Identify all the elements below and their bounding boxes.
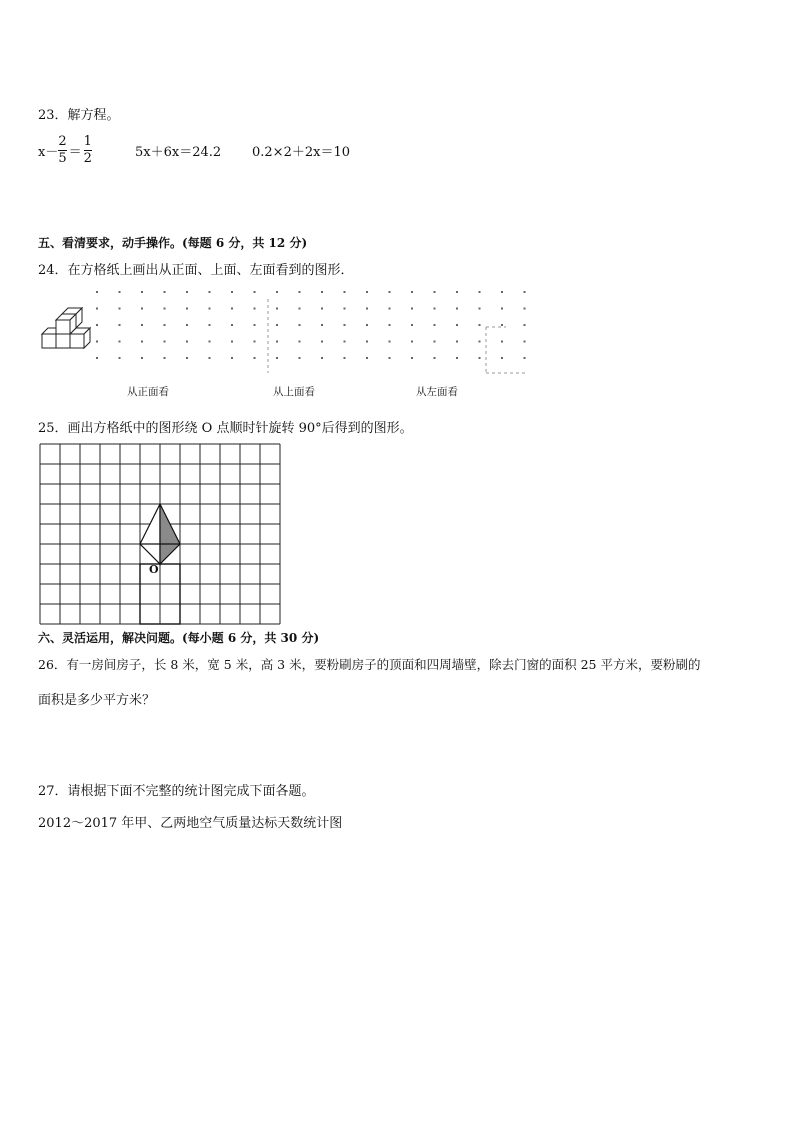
q24-label-front: 从正面看 xyxy=(127,386,169,398)
grid-dot xyxy=(434,324,436,326)
grid-dot xyxy=(209,357,211,359)
grid-dot xyxy=(141,308,143,310)
q23-equation-2: 5x＋6x＝24.2 xyxy=(135,145,222,160)
grid-dot xyxy=(501,308,503,310)
q23-eq1-lhs: x－ xyxy=(38,144,59,160)
grid-dot xyxy=(299,341,301,343)
q24-text: 24．在方格纸上画出从正面、上面、左面看到的图形． xyxy=(38,263,354,278)
grid-dot xyxy=(479,324,481,326)
grid-dot xyxy=(344,357,346,359)
grid-dot xyxy=(366,308,368,310)
grid-dot xyxy=(411,341,413,343)
grid-dot xyxy=(366,324,368,326)
grid-dot xyxy=(501,291,503,293)
grid-dot xyxy=(434,357,436,359)
grid-dot xyxy=(321,291,323,293)
grid-dot xyxy=(186,324,188,326)
grid-dot xyxy=(119,308,121,310)
grid-dot xyxy=(276,324,278,326)
grid-dot xyxy=(119,341,121,343)
q24-label-left: 从左面看 xyxy=(416,386,458,398)
grid-dot xyxy=(186,291,188,293)
q23-eq1-fraction-1 xyxy=(58,134,66,167)
grid-dot xyxy=(524,308,526,310)
grid-dot xyxy=(276,291,278,293)
cube-stack-drawing xyxy=(42,308,90,348)
q25-grid-figure xyxy=(38,442,282,626)
kite-shape xyxy=(140,504,180,564)
grid-dot xyxy=(411,357,413,359)
grid-dot xyxy=(209,308,211,310)
grid-dot xyxy=(209,291,211,293)
grid-dot xyxy=(524,324,526,326)
grid-dot xyxy=(254,341,256,343)
grid-dot xyxy=(276,341,278,343)
grid-dot xyxy=(434,291,436,293)
point-o-label: O xyxy=(149,563,159,576)
q23-eq1-fraction-2 xyxy=(84,134,92,167)
grid-dot xyxy=(321,357,323,359)
grid-dot xyxy=(254,357,256,359)
grid-dot xyxy=(501,324,503,326)
grid-dot xyxy=(141,341,143,343)
grid-dot xyxy=(389,324,391,326)
q25-text: 25．画出方格纸中的图形绕 O 点顺时针旋转 90°后得到的图形。 xyxy=(38,421,413,436)
fraction-numerator: 1 xyxy=(83,133,92,149)
grid-dot xyxy=(141,357,143,359)
grid-dot xyxy=(299,308,301,310)
grid-dot xyxy=(299,357,301,359)
q23-eq1-equals: ＝ xyxy=(68,144,82,160)
grid-dot xyxy=(141,324,143,326)
grid-dot xyxy=(389,291,391,293)
q23-title: 23．解方程。 xyxy=(38,108,120,123)
grid-dot xyxy=(209,324,211,326)
grid-dot xyxy=(389,308,391,310)
grid-dot xyxy=(434,341,436,343)
grid-dot xyxy=(119,357,121,359)
grid-dot xyxy=(434,308,436,310)
grid-dot xyxy=(479,357,481,359)
grid-dot xyxy=(254,291,256,293)
grid-dot xyxy=(501,341,503,343)
fraction-numerator: 2 xyxy=(58,133,67,149)
q27-text: 27．请根据下面不完整的统计图完成下面各题。 xyxy=(38,784,315,799)
grid-dot xyxy=(231,357,233,359)
grid-dot xyxy=(524,341,526,343)
grid-dot xyxy=(254,308,256,310)
grid-dot xyxy=(254,324,256,326)
grid-dot xyxy=(119,291,121,293)
grid-dot xyxy=(344,341,346,343)
grid-dot xyxy=(366,357,368,359)
section-5-heading: 五、看清要求，动手操作。(每题 6 分，共 12 分) xyxy=(38,236,308,250)
q23-equation-1 xyxy=(38,130,92,170)
q24-figure xyxy=(38,285,528,397)
grid-dot xyxy=(479,291,481,293)
grid-dot xyxy=(119,324,121,326)
grid-dot xyxy=(96,357,98,359)
q26-line-1: 26．有一房间房子，长 8 米，宽 5 米，高 3 米，要粉刷房子的顶面和四周墙壁，除去门窗的面积 25 平方米，要粉刷的 xyxy=(38,657,701,672)
grid-dot xyxy=(524,291,526,293)
q23-equation-3: 0.2×2＋2x＝10 xyxy=(252,145,350,160)
grid-dot xyxy=(344,324,346,326)
grid-dot xyxy=(389,357,391,359)
grid-dot xyxy=(366,291,368,293)
grid-dot xyxy=(321,341,323,343)
q27-chart-title: 2012～2017 年甲、乙两地空气质量达标天数统计图 xyxy=(38,816,343,831)
grid-dot xyxy=(411,291,413,293)
grid-dot xyxy=(456,324,458,326)
grid-dot xyxy=(231,341,233,343)
dot-grid xyxy=(96,291,526,359)
grid-dot xyxy=(164,291,166,293)
grid-dot xyxy=(524,357,526,359)
grid-dot xyxy=(186,357,188,359)
grid-dot xyxy=(456,308,458,310)
grid-dot xyxy=(164,341,166,343)
q24-label-top: 从上面看 xyxy=(273,386,315,398)
grid-dot xyxy=(141,291,143,293)
fraction-denominator: 2 xyxy=(83,150,92,166)
grid-dot xyxy=(231,324,233,326)
section-6-heading: 六、灵活运用，解决问题。(每小题 6 分，共 30 分) xyxy=(38,631,320,645)
grid-dot xyxy=(456,357,458,359)
grid-dot xyxy=(344,308,346,310)
grid-dot xyxy=(96,291,98,293)
grid-dot xyxy=(164,308,166,310)
grid-dot xyxy=(479,308,481,310)
grid-dot xyxy=(231,308,233,310)
q26-line-2: 面积是多少平方米？ xyxy=(38,693,156,708)
grid-dot xyxy=(501,357,503,359)
faint-guide-lines xyxy=(268,299,526,373)
grid-dot xyxy=(299,324,301,326)
grid-dot xyxy=(96,308,98,310)
grid-dot xyxy=(209,341,211,343)
grid-dot xyxy=(96,341,98,343)
fraction-denominator: 5 xyxy=(58,150,67,166)
grid-dot xyxy=(276,357,278,359)
grid-dot xyxy=(96,324,98,326)
grid-dot xyxy=(321,324,323,326)
grid-dot xyxy=(389,341,391,343)
grid-dot xyxy=(479,341,481,343)
grid-dot xyxy=(164,324,166,326)
grid-dot xyxy=(321,308,323,310)
grid-dot xyxy=(276,308,278,310)
grid-dot xyxy=(456,291,458,293)
grid-dot xyxy=(186,308,188,310)
grid-dot xyxy=(231,291,233,293)
grid-dot xyxy=(411,308,413,310)
grid-dot xyxy=(186,341,188,343)
grid-dot xyxy=(366,341,368,343)
grid-dot xyxy=(456,341,458,343)
grid-dot xyxy=(299,291,301,293)
grid-dot xyxy=(411,324,413,326)
grid-dot xyxy=(344,291,346,293)
grid-dot xyxy=(164,357,166,359)
